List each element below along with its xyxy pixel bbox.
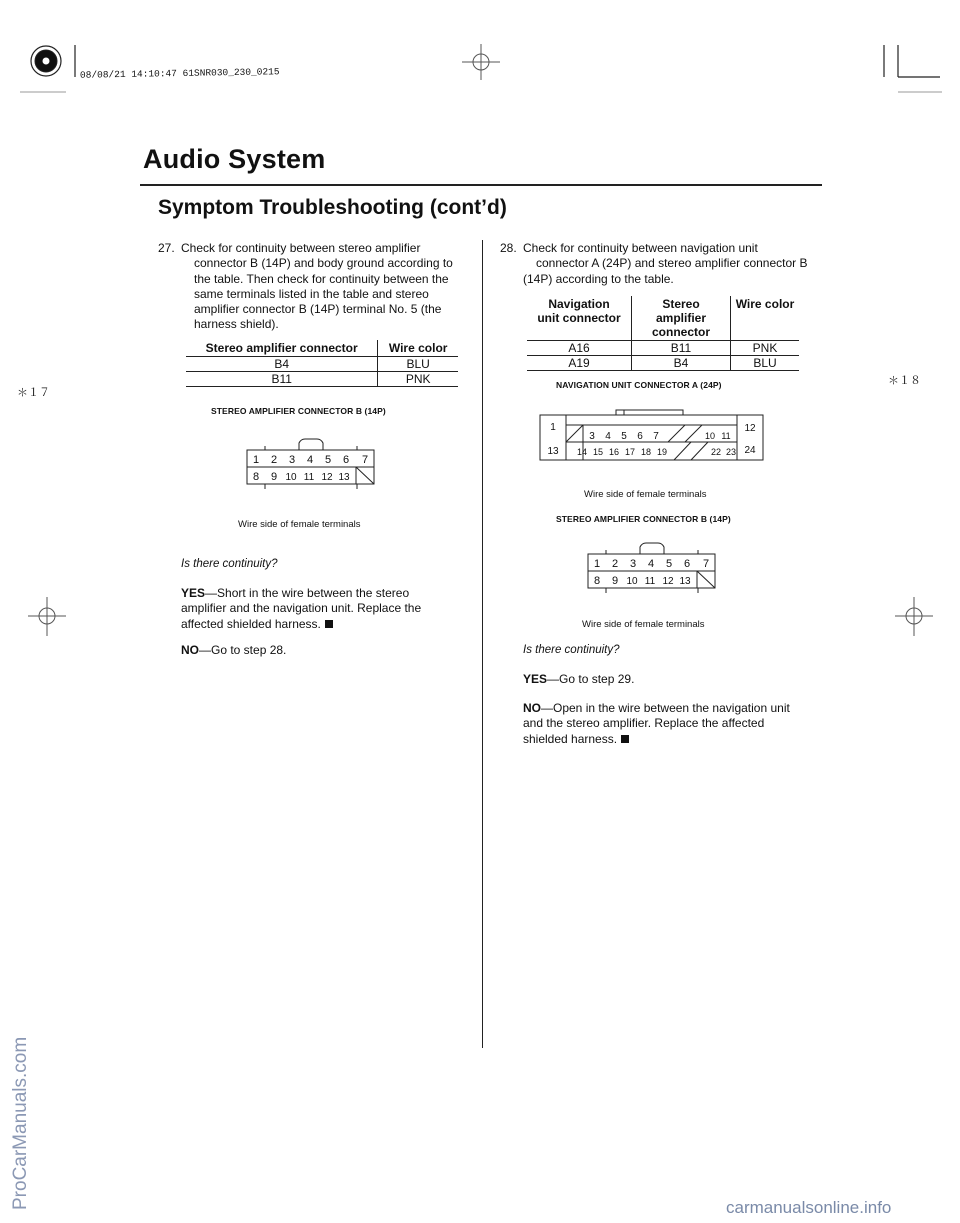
end-square-icon: [621, 735, 629, 743]
pin-label: 22: [710, 447, 722, 457]
pin-label: 16: [608, 447, 620, 457]
table-header-navigation: [527, 296, 632, 341]
print-stamp: 08/08/21 14:10:47 61SNR030_230_0215: [79, 66, 280, 81]
stereo-amp-connector-b-diagram: [243, 436, 379, 494]
step-28-line: connector A (24P) and stereo amplifier connector B: [536, 256, 808, 271]
registration-target-top-left: [31, 46, 61, 76]
table-header-stereo: [632, 296, 731, 341]
title-rule: [140, 184, 822, 186]
header-line: Navigation: [548, 297, 610, 311]
crosshair-right: [895, 597, 933, 636]
table-header: Wire color: [378, 340, 458, 357]
side-watermark: ProCarManuals.com: [10, 1036, 31, 1210]
no-text: Open in the wire between the navigation unit: [553, 701, 790, 715]
table-cell: PNK: [378, 372, 458, 387]
step-27-line: Check for continuity between stereo amplifier: [181, 241, 421, 255]
connector-caption: STEREO AMPLIFIER CONNECTOR B (14P): [211, 406, 386, 416]
wire-side-note: Wire side of female terminals: [238, 519, 361, 530]
header-line: Wire color: [735, 297, 795, 311]
pin-label: 23: [725, 447, 737, 457]
yes-label: YES: [523, 672, 548, 686]
pin-label: 12: [662, 576, 674, 587]
step-28-table: [527, 296, 799, 371]
nav-unit-connector-a-diagram: [538, 408, 768, 466]
pin-label: 10: [626, 576, 638, 587]
no-text: shielded harness.: [523, 731, 618, 746]
no-label: NO: [523, 701, 541, 715]
step-28-text: [523, 241, 823, 287]
no-label: NO: [181, 643, 199, 657]
column-divider: [482, 240, 483, 1048]
pin-label: 8: [252, 471, 260, 483]
step-27-line: same terminals listed in the table and stereo: [194, 286, 429, 301]
pin-label: 9: [270, 471, 278, 483]
pin-label: 7: [702, 558, 710, 570]
pin-label: 2: [270, 454, 278, 466]
pin-label: 5: [324, 454, 332, 466]
crosshair-top-center: [462, 44, 500, 80]
pin-label: 13: [547, 446, 559, 457]
table-header: Stereo amplifier connector: [186, 340, 378, 357]
pin-label: 18: [640, 447, 652, 457]
header-line: amplifier: [655, 311, 706, 325]
table-header-wire-color: [731, 296, 800, 341]
pin-label: 7: [653, 431, 659, 442]
page-subtitle: Symptom Troubleshooting (cont’d): [158, 196, 507, 219]
pin-label: 4: [647, 558, 655, 570]
yes-text: amplifier and the navigation unit. Replace the: [181, 601, 422, 616]
step-28-no-answer: NO—Open in the wire between the navigation unit and the stereo amplifier. Replace the affected shielded harness.: [523, 701, 823, 747]
pin-label: 3: [589, 431, 595, 442]
pin-label: 6: [637, 431, 643, 442]
header-line: connector: [651, 325, 710, 339]
stereo-amp-connector-b-diagram-2: [584, 540, 720, 598]
pin-label: 4: [306, 454, 314, 466]
table-cell: PNK: [731, 341, 800, 356]
no-text: and the stereo amplifier. Replace the affected: [523, 716, 765, 731]
pin-label: 11: [303, 472, 315, 483]
step-28-number: 28.: [500, 241, 517, 255]
pin-label: 13: [679, 576, 691, 587]
end-square-icon: [325, 620, 333, 628]
page-mark-right: ＊１８: [888, 375, 921, 387]
amp-wire-side-note: Wire side of female terminals: [582, 619, 705, 630]
nav-connector-caption: NAVIGATION UNIT CONNECTOR A (24P): [556, 380, 722, 390]
pin-label: 6: [683, 558, 691, 570]
table-cell: B11: [632, 341, 731, 356]
step-27-line: amplifier connector B (14P) terminal No. 5 (the: [194, 302, 442, 317]
header-line: unit connector: [537, 311, 621, 325]
pin-label: 12: [744, 423, 756, 434]
pin-label: 17: [624, 447, 636, 457]
step-27-yes-answer: YES—Short in the wire between the stereo amplifier and the navigation unit. Replace the affected shielded harness.: [181, 586, 471, 632]
amp-connector-caption: STEREO AMPLIFIER CONNECTOR B (14P): [556, 514, 731, 524]
no-text: Go to step 28.: [211, 643, 287, 657]
pin-label: 10: [285, 472, 297, 483]
pin-label: 10: [704, 431, 716, 441]
pin-label: 6: [342, 454, 350, 466]
table-cell: A16: [527, 341, 632, 356]
step-28-yes-answer: YES—Go to step 29.: [523, 672, 635, 686]
page-mark-left: ＊１７: [17, 387, 50, 399]
table-cell: BLU: [378, 357, 458, 372]
table-cell: B4: [186, 357, 378, 372]
pin-label: 12: [321, 472, 333, 483]
step-28-line: (14P) according to the table.: [523, 271, 674, 286]
header-line: Stereo: [662, 297, 700, 311]
pin-label: 4: [605, 431, 611, 442]
pin-label: 3: [288, 454, 296, 466]
pin-label: 24: [744, 445, 756, 456]
nav-wire-side-note: Wire side of female terminals: [584, 489, 707, 500]
step-27-line: harness shield).: [194, 317, 279, 332]
table-cell: B4: [632, 356, 731, 371]
pin-label: 5: [665, 558, 673, 570]
bottom-watermark: carmanualsonline.info: [726, 1198, 892, 1217]
continuity-question-2: Is there continuity?: [523, 644, 620, 656]
table-cell: BLU: [731, 356, 800, 371]
step-27-table: [186, 340, 458, 387]
pin-label: 2: [611, 558, 619, 570]
yes-text: affected shielded harness.: [181, 616, 321, 631]
pin-label: 8: [593, 575, 601, 587]
pin-label: 9: [611, 575, 619, 587]
pin-label: 1: [252, 454, 260, 466]
pin-label: 19: [656, 447, 668, 457]
step-27-number: 27.: [158, 241, 175, 255]
step-27-line: the table. Then check for continuity between the: [194, 271, 449, 286]
step-27-line: connector B (14P) and body ground according to: [194, 256, 453, 271]
continuity-question: Is there continuity?: [181, 558, 278, 570]
pin-label: 3: [629, 558, 637, 570]
step-27-text: [181, 241, 471, 333]
pin-label: 1: [550, 422, 556, 433]
crosshair-left: [28, 597, 66, 636]
pin-label: 7: [361, 454, 369, 466]
pin-label: 1: [593, 558, 601, 570]
table-cell: A19: [527, 356, 632, 371]
yes-text: Short in the wire between the stereo: [217, 586, 410, 600]
pin-label: 5: [621, 431, 627, 442]
table-cell: B11: [186, 372, 378, 387]
page-title: Audio System: [143, 144, 326, 174]
yes-text: Go to step 29.: [559, 672, 635, 686]
pin-label: 13: [338, 472, 350, 483]
pin-label: 11: [644, 576, 656, 587]
yes-label: YES: [181, 586, 206, 600]
pin-label: 14: [576, 447, 588, 457]
pin-label: 11: [721, 431, 731, 441]
step-27-no-answer: NO—Go to step 28.: [181, 643, 287, 657]
pin-label: 15: [592, 447, 604, 457]
step-28-line: Check for continuity between navigation unit: [523, 241, 758, 255]
